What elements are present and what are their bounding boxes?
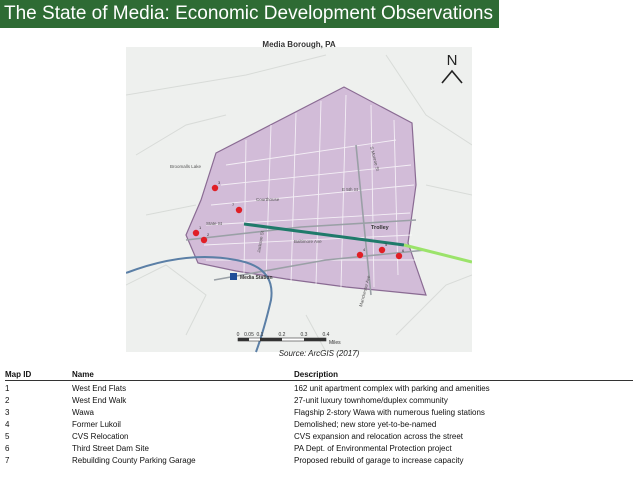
cell-name: Wawa: [72, 408, 94, 417]
cell-name: West End Walk: [72, 396, 127, 405]
map-marker-7: [236, 207, 242, 213]
label-courthouse: Courthouse: [256, 197, 280, 202]
header-description: Description: [294, 370, 339, 379]
cell-description: Proposed rebuild of garage to increase capacity: [294, 456, 464, 465]
map-marker-2: [201, 237, 207, 243]
cell-map-id: 4: [5, 420, 10, 429]
label-manchester-ave: Manchester Ave: [358, 274, 372, 308]
marker-label-5: 5: [385, 242, 388, 247]
label-state-st: State St: [206, 221, 223, 226]
table-row: [5, 455, 633, 467]
cell-description: PA Dept. of Environmental Protection project: [294, 444, 452, 453]
cell-description: 27-unit luxury townhome/duplex community: [294, 396, 448, 405]
scale-tick-3: 0.2: [278, 332, 286, 338]
label-broomalls-lake: Broomalls Lake: [170, 164, 202, 169]
marker-label-2: 2: [207, 232, 210, 237]
label-jackson-st: Jackson St: [256, 230, 265, 254]
train-station-icon: [230, 273, 237, 280]
cell-description: 162 unit apartment complex with parking and amenities: [294, 384, 490, 393]
cell-name: Former Lukoil: [72, 420, 121, 429]
scale-tick-2: 0.1: [256, 332, 264, 338]
table-header: [5, 369, 633, 381]
map-source: Source: ArcGIS (2017): [278, 349, 360, 358]
table-row: [5, 443, 633, 455]
table-row: [5, 383, 633, 395]
map-marker-4: [357, 252, 363, 258]
table-row: [5, 431, 633, 443]
cell-name: Third Street Dam Site: [72, 444, 149, 453]
map-marker-3: [212, 185, 218, 191]
marker-label-6: 6: [402, 248, 405, 253]
scale-tick-1: 0.05: [244, 332, 254, 338]
map-marker-6: [396, 253, 402, 259]
table-row: [5, 395, 633, 407]
page-title: The State of Media: Economic Development Observations: [0, 0, 499, 28]
label-media-station: Media Station: [240, 275, 273, 281]
map-marker-1: [193, 230, 199, 236]
label-trolley: Trolley: [371, 225, 389, 231]
cell-map-id: 5: [5, 432, 10, 441]
cell-map-id: 6: [5, 444, 10, 453]
scale-tick-0: 0: [236, 332, 240, 338]
cell-map-id: 1: [5, 384, 10, 393]
cell-description: Flagship 2-story Wawa with numerous fueling stations: [294, 408, 485, 417]
cell-name: Rebuilding County Parking Garage: [72, 456, 196, 465]
borough-map: [126, 35, 472, 360]
marker-label-4: 4: [363, 247, 366, 252]
projects-table: [5, 369, 633, 467]
cell-description: CVS expansion and relocation across the street: [294, 432, 463, 441]
scale-unit: Miles: [329, 340, 341, 346]
marker-label-7: 7: [232, 202, 235, 207]
scale-tick-5: 0.4: [322, 332, 330, 338]
cell-description: Demolished; new store yet-to-be-named: [294, 420, 437, 429]
table-row: [5, 407, 633, 419]
marker-label-3: 3: [218, 180, 221, 185]
cell-map-id: 2: [5, 396, 10, 405]
header-map-id: Map ID: [5, 370, 32, 379]
cell-name: CVS Relocation: [72, 432, 129, 441]
map-title: Media Borough, PA: [262, 40, 336, 49]
scale-tick-4: 0.3: [300, 332, 308, 338]
map-marker-5: [379, 247, 385, 253]
label-baltimore-ave: Baltimore Ave: [294, 239, 322, 244]
label-fifth-st: E 5th St: [342, 187, 359, 192]
north-label: N: [446, 52, 458, 69]
table-row: [5, 419, 633, 431]
cell-map-id: 7: [5, 456, 10, 465]
header-name: Name: [72, 370, 94, 379]
label-monroe-st: S Monroe St: [369, 145, 381, 172]
cell-name: West End Flats: [72, 384, 127, 393]
cell-map-id: 3: [5, 408, 10, 417]
marker-label-1: 1: [199, 225, 202, 230]
